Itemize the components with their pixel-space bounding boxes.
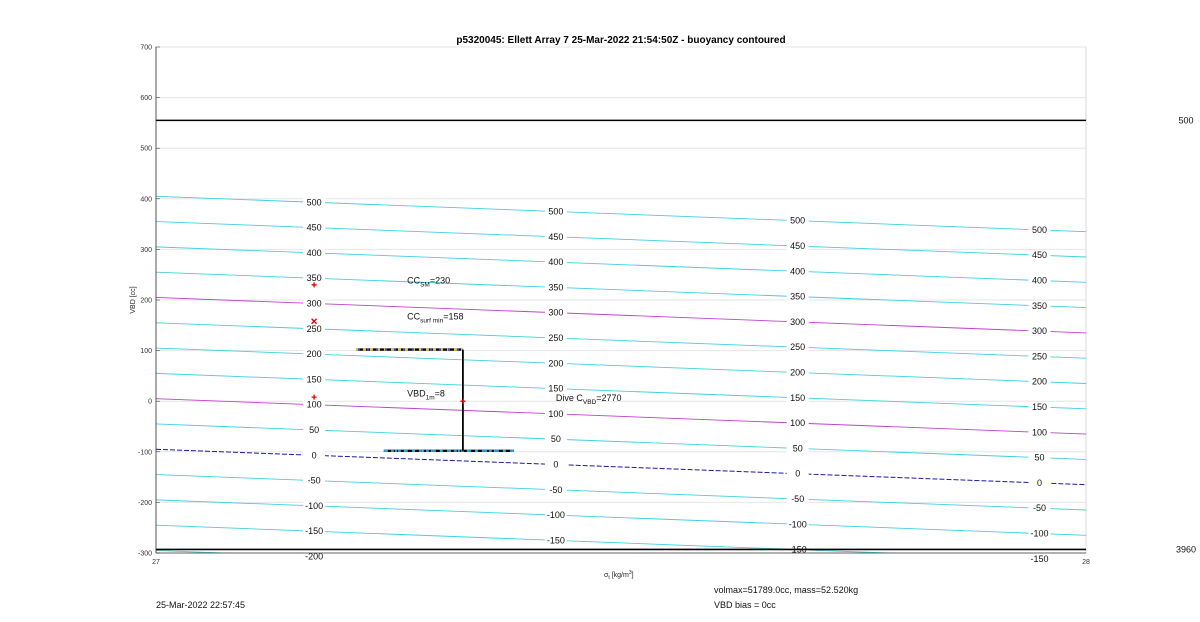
- contour-label: 500: [548, 206, 564, 217]
- contour-label: 350: [548, 282, 564, 293]
- y-tick-label: 400: [140, 196, 152, 204]
- contour-label: 300: [306, 298, 322, 309]
- contour-line: [156, 550, 1086, 585]
- contour-label: 0: [311, 450, 317, 461]
- grid: [156, 47, 1086, 553]
- contour-label: 450: [548, 231, 564, 242]
- contour-label: -100: [1030, 528, 1049, 539]
- contour-label: -100: [546, 510, 565, 521]
- y-tick-label: 500: [140, 145, 152, 153]
- contour-label: 100: [790, 418, 806, 429]
- contour-label: 250: [790, 342, 806, 353]
- contour-label: 150: [1031, 402, 1048, 413]
- contour-label: 250: [548, 333, 564, 344]
- contour-label: 300: [790, 316, 806, 327]
- contour-label: 0: [553, 459, 559, 470]
- contour-label: -50: [1032, 503, 1047, 514]
- contour-label: 200: [306, 349, 322, 360]
- contour-label: -100: [305, 500, 324, 511]
- x-tick-label: 28: [1082, 559, 1090, 566]
- contour-label: 100: [306, 399, 322, 410]
- y-tick-label: -200: [137, 499, 152, 507]
- contour-label: -150: [1030, 553, 1049, 564]
- x-tick-label: 27: [152, 559, 160, 566]
- y-tick-label: 100: [140, 348, 152, 356]
- contour-label: 250: [1031, 351, 1048, 362]
- contour-label: -50: [549, 484, 563, 495]
- contour-label: 500: [790, 215, 806, 226]
- y-tick-label: 300: [140, 246, 152, 254]
- contour-label: 150: [790, 392, 806, 403]
- limit-line-label: 500: [1178, 115, 1194, 126]
- contour-label: 150: [306, 374, 322, 385]
- volmax-mass: volmax=51789.0cc, mass=52.520kg: [714, 585, 859, 595]
- contour-label: -200: [305, 551, 324, 562]
- contour-label: 450: [790, 241, 806, 252]
- contour-label: 350: [1031, 300, 1048, 311]
- contour-label: 400: [1031, 275, 1048, 286]
- contour-label: 450: [306, 222, 322, 233]
- y-tick-label: -300: [137, 550, 152, 558]
- contour-label: 200: [790, 367, 806, 378]
- contour-label: 0: [1036, 477, 1043, 488]
- contour-label: 50: [309, 424, 320, 435]
- contour-label: -100: [788, 519, 807, 530]
- contour-label: 200: [548, 358, 564, 369]
- y-tick-label: -100: [137, 449, 152, 457]
- x-axis-label: $\sigma_t$ $[kg/m^3]$: [604, 570, 634, 581]
- contour-label: -150: [546, 535, 565, 546]
- contour-label: 200: [1031, 376, 1048, 387]
- y-tick-label: 200: [140, 297, 152, 305]
- contour-label: 50: [1034, 452, 1045, 463]
- contour-label: 400: [790, 266, 806, 277]
- contour-label: 150: [548, 383, 564, 394]
- contour-label: 500: [1031, 224, 1048, 235]
- contour-label: 50: [550, 434, 561, 445]
- contour-label: 350: [306, 273, 322, 284]
- contour-label: 50: [792, 443, 803, 454]
- y-tick-label: 0: [148, 398, 152, 406]
- contour-label: 300: [1031, 326, 1048, 337]
- timestamp: 25-Mar-2022 22:57:45: [156, 600, 246, 610]
- limit-line-label: 3960: [1175, 544, 1197, 555]
- contour-label: -50: [791, 494, 805, 505]
- annotation: Dive $C_{VBD}=2770$: [555, 393, 622, 407]
- contour-label: 100: [548, 408, 564, 419]
- y-tick-label: 700: [140, 44, 152, 52]
- vbd-bias: VBD bias = 0cc: [714, 600, 776, 610]
- chart-title: p5320045: Ellett Array 7 25-Mar-2022 21:54:50Z - buoyancy contoured: [456, 35, 786, 46]
- contour-label: 350: [790, 291, 806, 302]
- contour-label: 0: [795, 468, 801, 479]
- contour-label: 500: [306, 197, 322, 208]
- annotation: $CC_{SM}=230$: [407, 275, 451, 289]
- contour-label: -150: [788, 544, 807, 555]
- contour-label: -50: [307, 475, 321, 486]
- annotation: $VBD_{1m}=8$: [407, 388, 445, 402]
- contour-label: 300: [548, 307, 564, 318]
- contour-label: 450: [1031, 250, 1048, 261]
- y-tick-label: 600: [140, 95, 152, 103]
- contour-label: 400: [548, 257, 564, 268]
- contour-label: 250: [306, 323, 322, 334]
- contour-label: 400: [306, 247, 322, 258]
- contour-label: 100: [1031, 427, 1048, 438]
- y-axis-label: VBD [cc]: [130, 286, 137, 314]
- contour-label: -150: [305, 526, 324, 537]
- annotation: $CC_{surf min}=158$: [407, 311, 464, 325]
